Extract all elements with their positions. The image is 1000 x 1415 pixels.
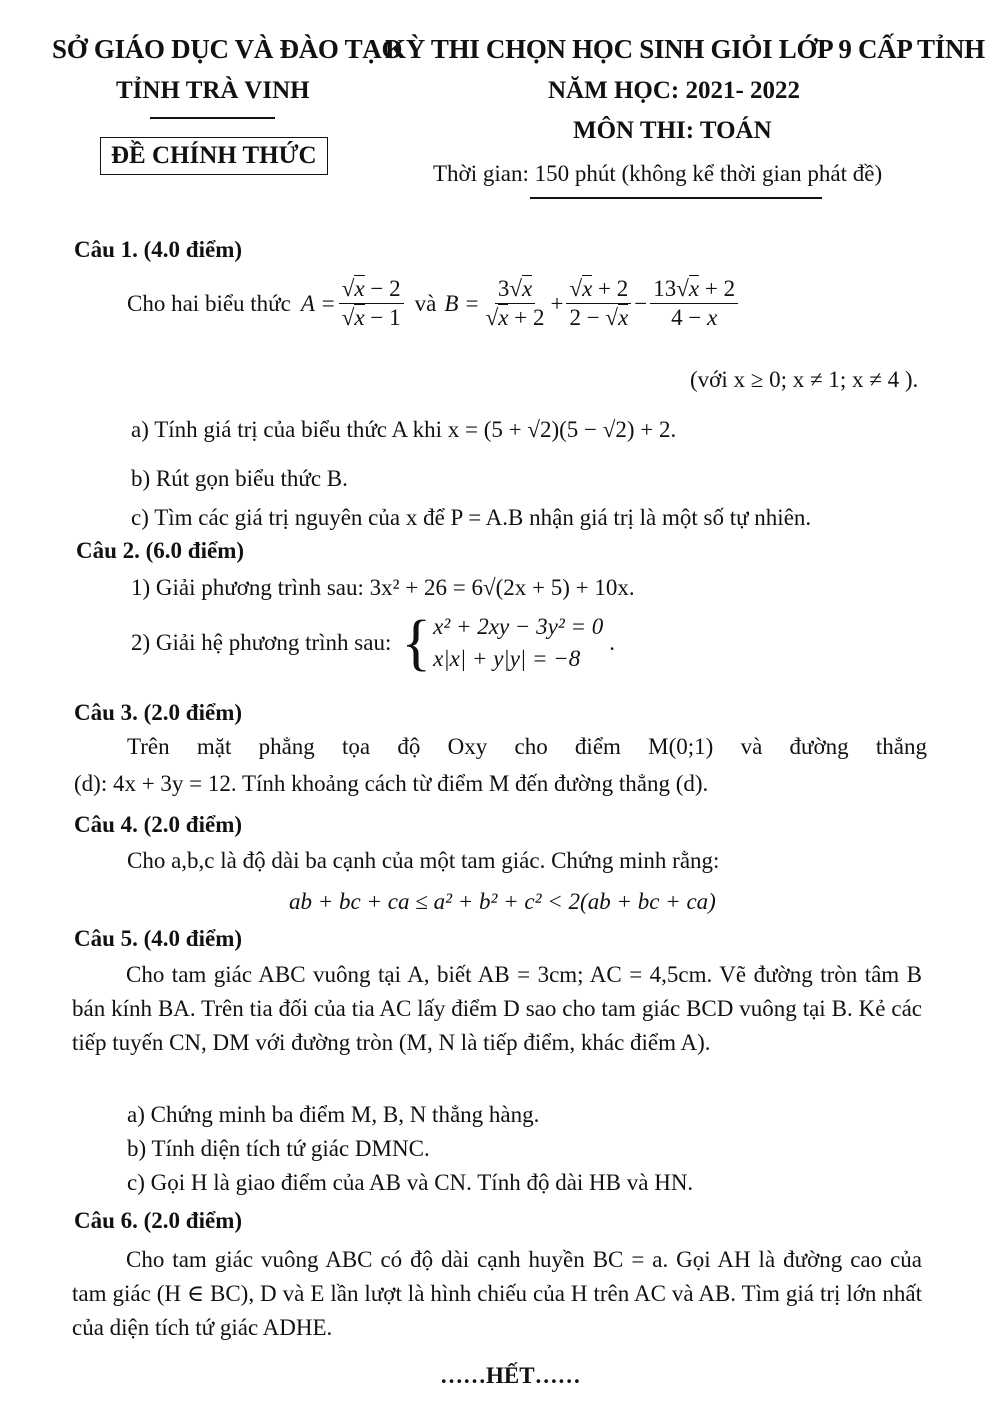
official-exam-stamp: ĐỀ CHÍNH THỨC	[100, 137, 328, 175]
question-5c: c) Gọi H là giao điểm của AB và CN. Tính độ dài HB và HN.	[127, 1170, 694, 1195]
fraction-b3: $\frac{13√x + 2}{4 - x}$	[650, 276, 738, 332]
question-1-title: Câu 1. (4.0 điểm)	[74, 237, 243, 262]
equation-system	[401, 609, 604, 677]
system-brace: {	[401, 609, 432, 677]
question-5a: a) Chứng minh ba điểm M, B, N thẳng hàng.	[127, 1102, 540, 1127]
question-2-part-2-label: 2) Giải hệ phương trình sau:	[131, 630, 392, 655]
question-5b: b) Tính diện tích tứ giác DMNC.	[127, 1136, 430, 1161]
exam-subject: MÔN THI: TOÁN	[573, 117, 772, 144]
fraction-a: $\frac{√x - 2}{√x - 1}$	[339, 276, 404, 332]
question-1-intro: Cho hai biểu thức	[127, 290, 291, 316]
question-3-title: Câu 3. (2.0 điểm)	[74, 700, 243, 725]
question-1a: a) Tính giá trị của biểu thức A khi x = (5 + √2)(5 − √2) + 2.	[131, 417, 677, 442]
fraction-b2: $\frac{√x + 2}{2 - √x}$	[566, 276, 631, 332]
exam-duration: Thời gian: 150 phút (không kể thời gian phát đề)	[433, 161, 883, 186]
expression-a: A =	[300, 290, 336, 316]
question-1-expressions: Cho hai biểu thức A = $\frac{√x - 2}{√x - 1}$ và B = $\frac{3√x}{√x + 2}$ + $\frac{√x + 2}{2 - √x}$ − $\frac{13√x + 2}{4 - x}$	[127, 276, 741, 332]
province-name: TỈNH TRÀ VINH	[116, 77, 310, 104]
and-word: và	[414, 290, 437, 316]
school-year: NĂM HỌC: 2021- 2022	[548, 77, 801, 104]
system-equation-2: x|x| + y|y| = −8	[433, 646, 581, 671]
question-4-text: Cho a,b,c là độ dài ba cạnh của một tam giác. Chứng minh rằng:	[127, 848, 720, 873]
question-6-title: Câu 6. (2.0 điểm)	[74, 1208, 243, 1233]
question-4-inequality: ab + bc + ca ≤ a² + b² + c² < 2(ab + bc + ca)	[289, 889, 716, 914]
question-1-condition: (với x ≥ 0; x ≠ 1; x ≠ 4 ).	[690, 367, 919, 392]
fraction-b1: $\frac{3√x}{√x + 2}$	[485, 276, 545, 331]
expression-b: B =	[444, 290, 480, 316]
question-1c: c) Tìm các giá trị nguyên của x để P = A.B nhận giá trị là một số tự nhiên.	[131, 505, 812, 530]
question-3-line-1: Trên mặt phẳng tọa độ Oxy cho điểm M(0;1) và đường thẳng	[127, 734, 927, 759]
header-underline	[530, 197, 822, 199]
question-2-part-2: 2) Giải hệ phương trình sau: { x² + 2xy − 3y² = 0 x|x| + y|y| = −8 .	[131, 609, 616, 677]
system-equation-1: x² + 2xy − 3y² = 0	[433, 614, 604, 639]
end-marker: ……HẾT……	[440, 1363, 581, 1388]
exam-name: KỲ THI CHỌN HỌC SINH GIỎI LỚP 9 CẤP TỈNH	[385, 34, 985, 64]
question-5-body: Cho tam giác ABC vuông tại A, biết AB = 3cm; AC = 4,5cm. Vẽ đường tròn tâm B bán kính BA. Trên tia đối của tia AC lấy điểm D sao cho tam giác BCD vuông tại B. Kẻ các tiếp tuyến CN, DM với đường tròn (M, N là tiếp điểm, khác điểm A).	[72, 962, 922, 1055]
department-name: SỞ GIÁO DỤC VÀ ĐÀO TẠO	[52, 34, 403, 64]
question-6-body: Cho tam giác vuông ABC có độ dài cạnh huyền BC = a. Gọi AH là đường cao của tam giác (H ∈ BC), D và E lần lượt là hình chiếu của H trên AC và AB. Tìm giá trị lớn nhất của diện tích tứ giác ADHE.	[72, 1247, 922, 1340]
question-1b: b) Rút gọn biểu thức B.	[131, 466, 348, 491]
question-5-title: Câu 5. (4.0 điểm)	[74, 926, 243, 951]
province-underline	[150, 117, 275, 119]
question-4-title: Câu 4. (2.0 điểm)	[74, 812, 243, 837]
question-3-line-2: (d): 4x + 3y = 12. Tính khoảng cách từ điểm M đến đường thẳng (d).	[74, 771, 709, 796]
question-2-part-1: 1) Giải phương trình sau: 3x² + 26 = 6√(2x + 5) + 10x.	[131, 575, 635, 600]
question-2-title: Câu 2. (6.0 điểm)	[76, 538, 245, 563]
